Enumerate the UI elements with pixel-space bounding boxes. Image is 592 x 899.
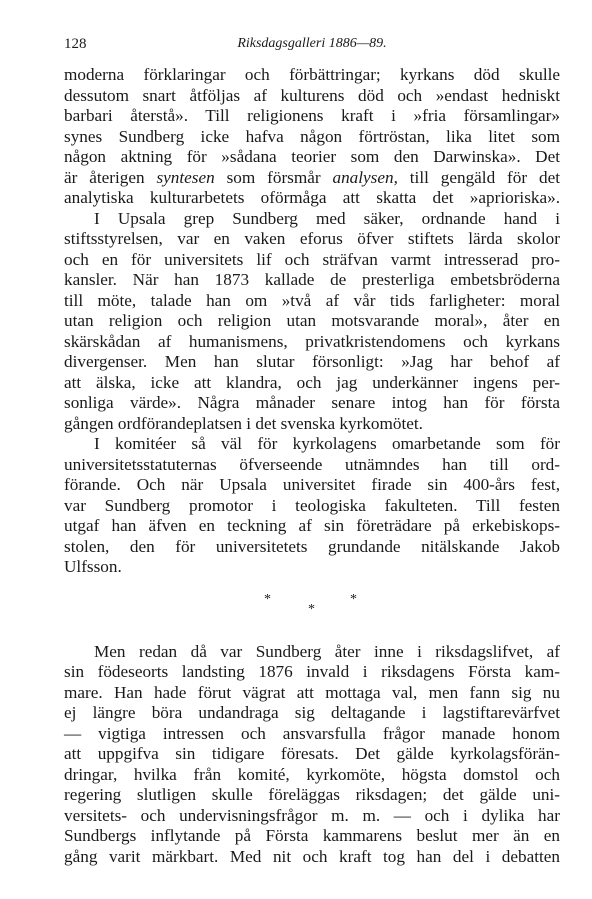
asterisk-mark: * [264, 591, 271, 607]
text-line: universitetsstatuternas öfverseende utnämndes han till ord- [64, 454, 560, 474]
text-line: att uppgifva sin tidigare föresats. Det gälde kyrkolagsförän- [64, 744, 560, 763]
section-separator [64, 578, 560, 642]
text-line: sin födeseorts landsting 1876 invald i riksdagens Första kam- [64, 662, 560, 681]
text-line: sonliga värde». Några månader senare intog han för första [64, 393, 560, 412]
page-number: 128 [64, 36, 87, 52]
text-line: till möte, talade han om »två af vår tids farligheter: moral [64, 290, 560, 310]
emphasis-syntesen: syntesen [156, 167, 215, 187]
text-line: ej längre böra undandraga sig deltagande i lagstiftarevärfvet [64, 703, 560, 722]
text-line: mare. Han hade förut vägrat att mottaga val, men fann sig nu [64, 682, 560, 702]
text-line: utan religion och religion utan motsvarande moral», åter en [64, 311, 560, 330]
text-line: barbari återstå». Till religionens kraft i »fria församlingar» [64, 106, 560, 125]
text-line: kansler. När han 1873 kallade de presterliga embetsbröderna [64, 270, 560, 289]
text-line: var Sundberg promotor i teologiska fakulteten. Till festen [64, 495, 560, 515]
text-line: Ulfsson. [64, 557, 122, 576]
page-header [64, 36, 560, 56]
emphasis-analysen: analysen, [332, 167, 398, 187]
text-line: gången ordförandeplatsen i det svenska kyrkomötet. [64, 413, 423, 433]
asterisk-mark: * [308, 601, 315, 617]
text-line: moderna förklaringar och förbättringar; kyrkans död skulle [64, 65, 560, 84]
text-line: förande. Och när Upsala universitet firade sin 400-års fest, [64, 475, 560, 494]
text-line [64, 168, 560, 189]
asterisk-mark: * [350, 591, 357, 607]
running-title: Riksdagsgalleri 1886—89. [237, 36, 387, 51]
line-segment: som försmår [214, 167, 333, 187]
text-line: Sundbergs inflytande på Första kammarens beslut mer än en [64, 826, 560, 845]
text-line: utgaf han äfven en teckning af sin företrädare på erkebiskops- [64, 516, 560, 535]
text-line: I komitéer så väl för kyrkolagens omarbetande som för [94, 434, 560, 453]
text-line: skärskådan af humanismens, privatkristendomens och kyrkans [64, 331, 560, 351]
text-line: I Upsala grep Sundberg med säker, ordnande hand i [94, 208, 560, 228]
text-line: analytiska kulturarbetets oförmåga att skatta det »aprioriska». [64, 188, 560, 207]
text-line: och en för universitets lif och sträfvan varmt intresserad pro- [64, 249, 560, 269]
body-text [64, 65, 560, 867]
text-line: Men redan då var Sundberg åter inne i riksdagslifvet, af [94, 641, 560, 661]
paragraph-2 [64, 434, 560, 578]
text-line: stolen, den för universitetets grundande nitälskande Jakob [64, 536, 560, 556]
line-segment: är återigen [64, 167, 157, 187]
text-line: — vigtiga intressen och ansvarsfulla frågor manade honom [64, 723, 560, 743]
text-line: regering slutligen skulle föreläggas riksdagen; det gälde uni- [64, 785, 560, 804]
line-segment: till gengäld för det [397, 167, 560, 187]
paragraph-3 [64, 642, 560, 868]
text-line: dessutom snart åtföljas af kulturens död och »endast hedniskt [64, 85, 560, 105]
text-line: dringar, hvilka från komité, kyrkomöte, högsta domstol och [64, 764, 560, 784]
text-line: divergenser. Men han slutar försonligt: »Jag har behof af [64, 352, 560, 371]
text-line: versitets- och undervisningsfrågor m. m. — och i dylika har [64, 805, 560, 825]
text-line: någon aktning för »sådana teorier som den Darwinska». Det [64, 147, 560, 166]
text-line: synes Sundberg icke hafva någon förtröstan, lika litet som [64, 126, 560, 146]
text-line: stiftsstyrelsen, var en vaken eforus öfver stiftets lärda skolor [64, 229, 560, 248]
text-line: gång varit märkbart. Med nit och kraft tog han del i debatten [64, 846, 560, 866]
text-line: att älska, icke att klandra, och jag underkänner ingens per- [64, 372, 560, 392]
paragraph-1 [64, 65, 560, 434]
